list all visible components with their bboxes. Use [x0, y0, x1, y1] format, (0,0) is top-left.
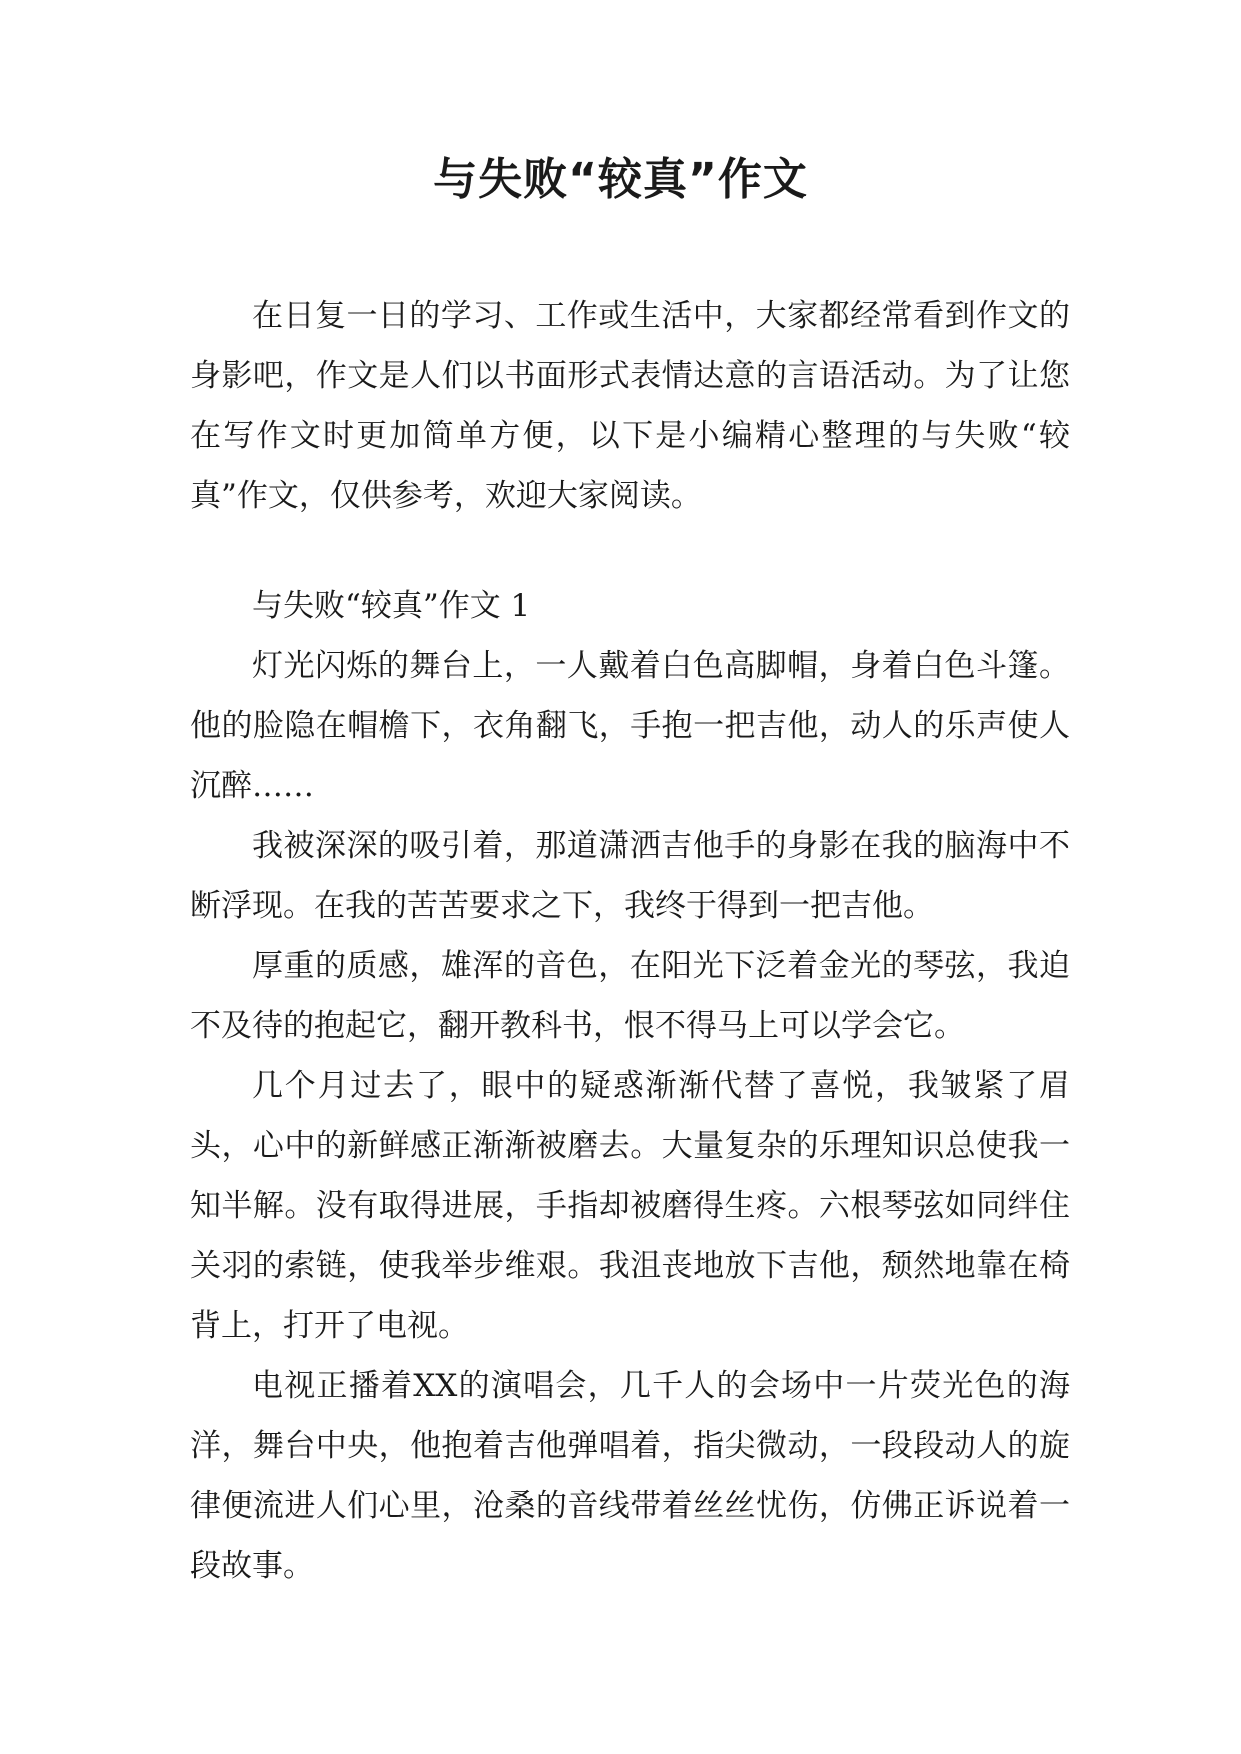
- document-title: 与失败“较真”作文: [433, 154, 808, 205]
- essay-paragraph: 厚重的质感，雄浑的音色，在阳光下泛着金光的琴弦，我迫不及待的抱起它，翻开教科书，恨不得马上可以学会它。: [190, 948, 1070, 1044]
- intro-section: [190, 286, 1070, 526]
- essay-paragraph: 几个月过去了，眼中的疑惑渐渐代替了喜悦，我皱紧了眉头，心中的新鲜感正渐渐被磨去。大量复杂的乐理知识总使我一知半解。没有取得进展，手指却被磨得生疼。六根琴弦如同绊住关羽的索链，使我举步维艰。我沮丧地放下吉他，颓然地靠在椅背上，打开了电视。: [190, 1068, 1070, 1344]
- section-heading: 与失败“较真”作文 1: [252, 588, 531, 624]
- essay-paragraph: 电视正播着XX的演唱会，几千人的会场中一片荧光色的海洋，舞台中央，他抱着吉他弹唱着，指尖微动，一段段动人的旋律便流进人们心里，沧桑的音线带着丝丝忧伤，仿佛正诉说着一段故事。: [190, 1368, 1070, 1584]
- essay-section: [190, 576, 1070, 1596]
- essay-paragraph: 灯光闪烁的舞台上，一人戴着白色高脚帽，身着白色斗篷。他的脸隐在帽檐下，衣角翻飞，手抱一把吉他，动人的乐声使人沉醉……: [190, 648, 1070, 804]
- intro-paragraph: 在日复一日的学习、工作或生活中，大家都经常看到作文的身影吧，作文是人们以书面形式表情达意的言语活动。为了让您在写作文时更加简单方便，以下是小编精心整理的与失败“较真”作文，仅供参考，欢迎大家阅读。: [190, 298, 1070, 514]
- essay-paragraph: 我被深深的吸引着，那道潇洒吉他手的身影在我的脑海中不断浮现。在我的苦苦要求之下，我终于得到一把吉他。: [190, 828, 1070, 924]
